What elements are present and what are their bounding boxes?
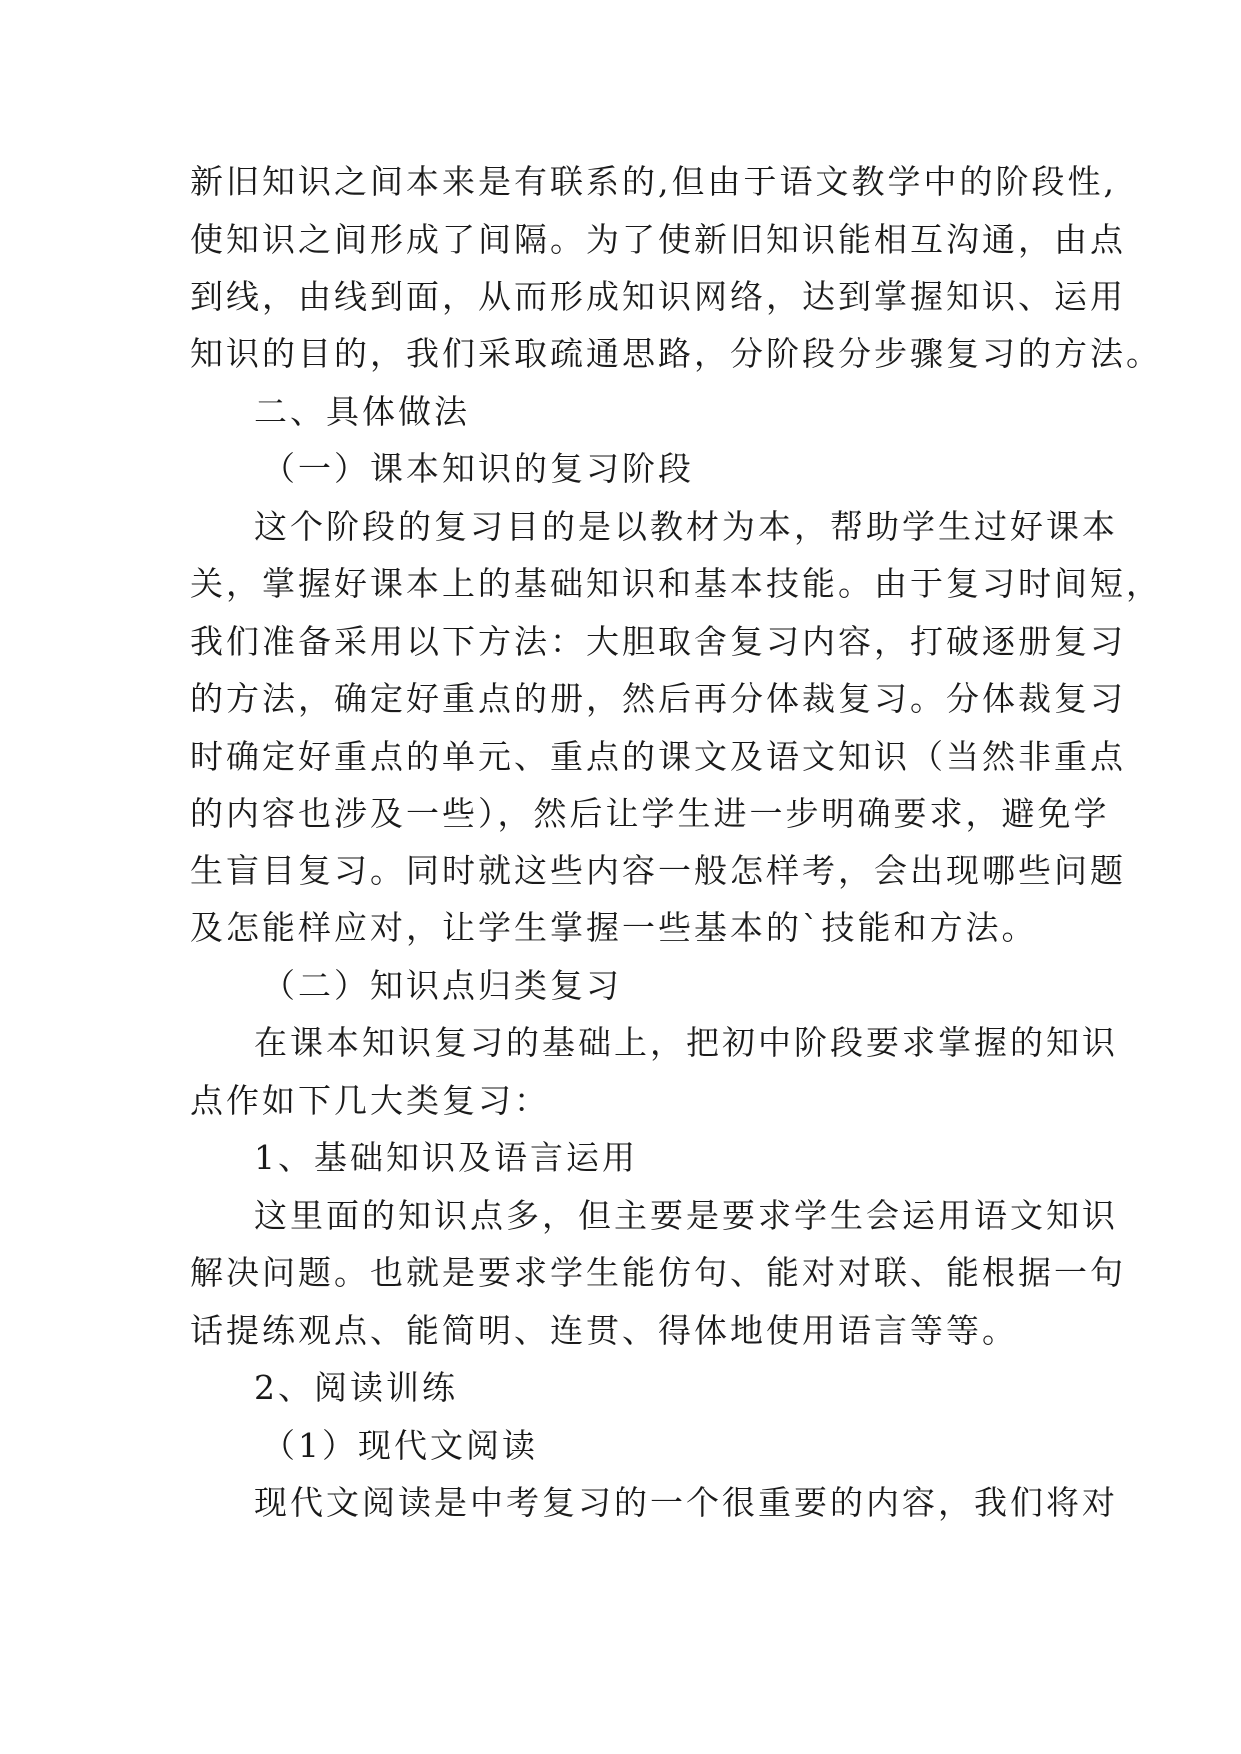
text-line: 我们准备采用以下方法：大胆取舍复习内容，打破逐册复习: [190, 622, 1126, 661]
text-line: 这个阶段的复习目的是以教材为本，帮助学生过好课本: [254, 507, 1118, 546]
section-heading: 二、具体做法: [254, 392, 470, 431]
text-line: 到线，由线到面，从而形成知识网络，达到掌握知识、运用: [190, 277, 1126, 316]
text-line: 关，掌握好课本上的基础知识和基本技能。由于复习时间短，: [190, 564, 1162, 603]
text-line: 新旧知识之间本来是有联系的,但由于语文教学中的阶段性,: [190, 162, 1117, 201]
text-line: 话提练观点、能简明、连贯、得体地使用语言等等。: [190, 1311, 1018, 1350]
text-line: 解决问题。也就是要求学生能仿句、能对对联、能根据一句: [190, 1253, 1126, 1292]
subsection-heading: （一）课本知识的复习阶段: [262, 449, 694, 488]
text-line: 使知识之间形成了间隔。为了使新旧知识能相互沟通，由点: [190, 220, 1126, 259]
item-heading: 1、基础知识及语言运用: [254, 1138, 638, 1177]
text-line: 知识的目的，我们采取疏通思路，分阶段分步骤复习的方法。: [190, 334, 1162, 373]
text-line: 点作如下几大类复习：: [190, 1081, 550, 1120]
subsection-heading: （二）知识点归类复习: [262, 966, 622, 1005]
text-line: 的内容也涉及一些），然后让学生进一步明确要求，避免学: [190, 794, 1110, 833]
text-line: 时确定好重点的单元、重点的课文及语文知识（当然非重点: [190, 737, 1126, 776]
text-line: 生盲目复习。同时就这些内容一般怎样考，会出现哪些问题: [190, 851, 1126, 890]
text-line: 这里面的知识点多，但主要是要求学生会运用语文知识: [254, 1196, 1118, 1235]
text-line: 现代文阅读是中考复习的一个很重要的内容，我们将对: [254, 1483, 1118, 1522]
text-line: 的方法，确定好重点的册，然后再分体裁复习。分体裁复习: [190, 679, 1126, 718]
item-heading: 2、阅读训练: [254, 1368, 458, 1407]
subitem-heading: （1）现代文阅读: [262, 1426, 538, 1465]
text-line: 在课本知识复习的基础上，把初中阶段要求掌握的知识: [254, 1023, 1118, 1062]
text-line: 及怎能样应对，让学生掌握一些基本的`技能和方法。: [190, 908, 1038, 947]
